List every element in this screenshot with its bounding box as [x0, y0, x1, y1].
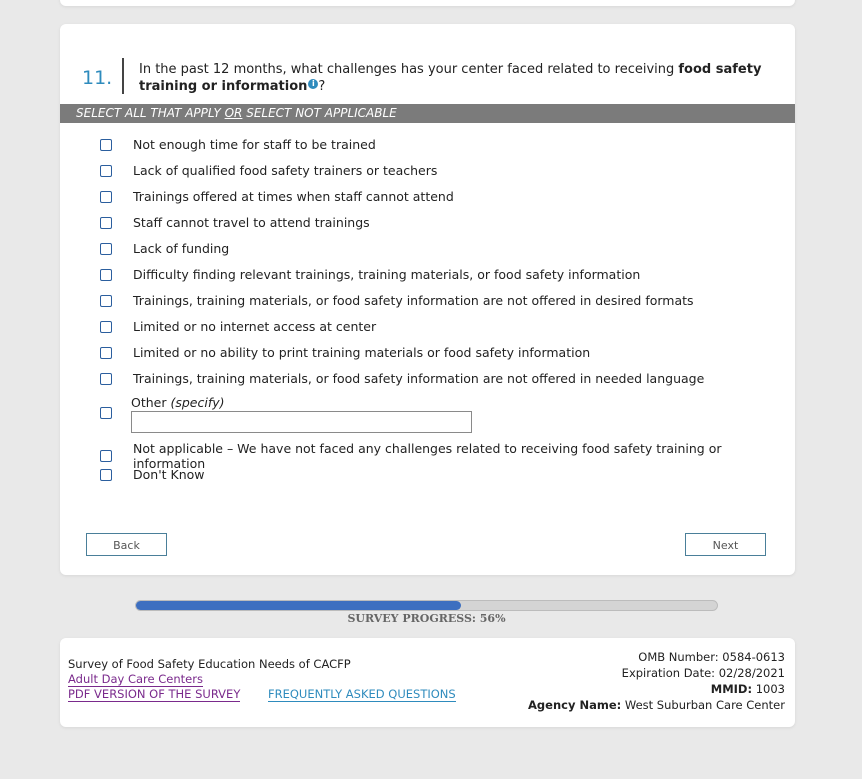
question-text-bold: food safety training or information	[139, 62, 762, 94]
question-text	[139, 61, 779, 95]
option-label: Not enough time for staff to be trained	[133, 137, 376, 152]
option-label: Trainings, training materials, or food safety information are not offered in desired formats	[133, 293, 694, 308]
option-1[interactable]	[100, 163, 437, 178]
survey-progress-bar	[135, 600, 718, 611]
mmid	[528, 681, 785, 697]
option-8[interactable]	[100, 345, 590, 360]
option-4[interactable]	[100, 241, 229, 256]
checkbox[interactable]	[100, 407, 112, 419]
checkbox[interactable]	[100, 373, 112, 385]
option-dont-know[interactable]	[100, 467, 205, 482]
option-label: Lack of qualified food safety trainers or teachers	[133, 163, 438, 178]
question-divider	[122, 58, 124, 94]
option-other[interactable]	[100, 407, 133, 419]
checkbox[interactable]	[100, 295, 112, 307]
checkbox[interactable]	[100, 469, 112, 481]
option-label: Don't Know	[133, 467, 205, 482]
option-7[interactable]	[100, 319, 376, 334]
survey-title: Survey of Food Safety Education Needs of CACFP	[68, 657, 351, 671]
other-specify: (specify)	[170, 395, 225, 410]
option-label: Staff cannot travel to attend trainings	[133, 215, 370, 230]
option-label: Limited or no internet access at center	[133, 319, 377, 334]
checkbox[interactable]	[100, 217, 112, 229]
option-9[interactable]	[100, 371, 704, 386]
checkbox[interactable]	[100, 165, 112, 177]
question-number: 11.	[82, 67, 113, 89]
option-3[interactable]	[100, 215, 370, 230]
question-card	[60, 24, 795, 575]
question-text-suffix: ?	[318, 79, 326, 94]
checkbox[interactable]	[100, 321, 112, 333]
checkbox[interactable]	[100, 243, 112, 255]
instruction-part3: SELECT NOT APPLICABLE	[242, 106, 397, 120]
next-button[interactable]: Next	[685, 533, 766, 556]
checkbox[interactable]	[100, 347, 112, 359]
mmid-value: 1003	[752, 682, 785, 696]
instruction-part1: SELECT ALL THAT APPLY	[76, 106, 225, 120]
select-instruction-bar	[60, 104, 795, 123]
checkbox[interactable]	[100, 269, 112, 281]
faq-link[interactable]: FREQUENTLY ASKED QUESTIONS	[268, 687, 456, 701]
footer-right	[528, 649, 785, 713]
option-label: Trainings offered at times when staff cannot attend	[133, 189, 454, 204]
checkbox[interactable]	[100, 450, 112, 462]
option-label: Difficulty finding relevant trainings, training materials, or food safety information	[133, 267, 641, 282]
option-label: Not applicable – We have not faced any challenges related to receiving food safety training or information	[133, 441, 722, 471]
agency-value: West Suburban Care Center	[621, 698, 785, 712]
survey-progress-label: SURVEY PROGRESS: 56%	[347, 612, 506, 625]
other-label	[131, 395, 225, 410]
question-text-prefix: In the past 12 months, what challenges has your center faced related to receiving	[139, 62, 679, 77]
pdf-version-link[interactable]: PDF VERSION OF THE SURVEY	[68, 687, 241, 701]
info-icon[interactable]: i	[308, 79, 318, 89]
option-label: Trainings, training materials, or food safety information are not offered in needed language	[133, 371, 705, 386]
option-label: Lack of funding	[133, 241, 230, 256]
option-label: Limited or no ability to print training materials or food safety information	[133, 345, 591, 360]
option-6[interactable]	[100, 293, 694, 308]
survey-subtitle: Adult Day Care Centers	[68, 672, 203, 686]
omb-number: OMB Number: 0584-0613	[638, 650, 785, 664]
agency-label: Agency Name:	[528, 698, 622, 712]
agency-name	[528, 697, 785, 713]
back-button[interactable]: Back	[86, 533, 167, 556]
survey-progress-fill	[136, 601, 461, 610]
option-5[interactable]	[100, 267, 640, 282]
expiration-date: Expiration Date: 02/28/2021	[621, 666, 785, 680]
instruction-or: OR	[224, 106, 243, 120]
other-specify-input[interactable]	[131, 411, 472, 433]
option-2[interactable]	[100, 189, 454, 204]
checkbox[interactable]	[100, 191, 112, 203]
other-label-text: Other	[131, 395, 171, 410]
footer-left	[68, 657, 456, 702]
mmid-label: MMID:	[710, 682, 753, 696]
checkbox[interactable]	[100, 139, 112, 151]
previous-card-edge	[60, 0, 795, 6]
footer	[60, 638, 795, 727]
option-0[interactable]	[100, 137, 376, 152]
